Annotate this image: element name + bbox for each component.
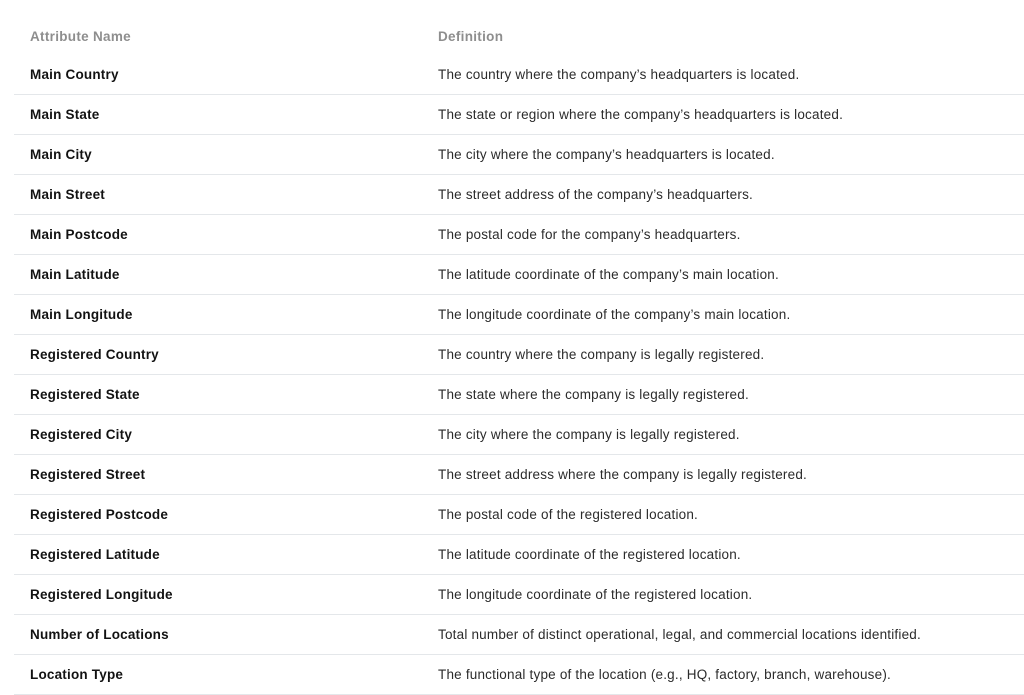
table-row xyxy=(14,215,1024,255)
table-row xyxy=(14,295,1024,335)
table-header-row xyxy=(14,17,1024,55)
attribute-name-cell: Registered Street xyxy=(14,455,438,495)
attribute-name-cell: Main Postcode xyxy=(14,215,438,255)
attribute-definition-table-container xyxy=(14,0,1024,695)
attribute-name-cell: Main Latitude xyxy=(14,255,438,295)
definition-cell: The country where the company is legally registered. xyxy=(438,335,1024,375)
table-row xyxy=(14,535,1024,575)
definition-cell: The postal code for the company’s headquarters. xyxy=(438,215,1024,255)
table-row xyxy=(14,175,1024,215)
table-row xyxy=(14,455,1024,495)
attribute-name-cell: Registered Postcode xyxy=(14,495,438,535)
attribute-name-cell: Main State xyxy=(14,95,438,135)
definition-cell: The street address where the company is legally registered. xyxy=(438,455,1024,495)
attribute-name-cell: Main City xyxy=(14,135,438,175)
table-row xyxy=(14,615,1024,655)
attribute-name-cell: Registered Country xyxy=(14,335,438,375)
definition-cell: The city where the company is legally registered. xyxy=(438,415,1024,455)
attribute-name-cell: Registered Longitude xyxy=(14,575,438,615)
definition-cell: The longitude coordinate of the company’s main location. xyxy=(438,295,1024,335)
attribute-name-cell: Registered State xyxy=(14,375,438,415)
attribute-name-cell: Main Longitude xyxy=(14,295,438,335)
definition-cell: The latitude coordinate of the registered location. xyxy=(438,535,1024,575)
definition-cell: The state or region where the company’s headquarters is located. xyxy=(438,95,1024,135)
attribute-name-cell: Registered City xyxy=(14,415,438,455)
definition-cell: The longitude coordinate of the registered location. xyxy=(438,575,1024,615)
table-row xyxy=(14,255,1024,295)
definition-cell: The city where the company’s headquarters is located. xyxy=(438,135,1024,175)
table-body xyxy=(14,55,1024,695)
attribute-name-cell: Registered Latitude xyxy=(14,535,438,575)
definition-cell: The country where the company’s headquarters is located. xyxy=(438,55,1024,95)
table-row xyxy=(14,335,1024,375)
attribute-name-cell: Main Street xyxy=(14,175,438,215)
attribute-definition-table xyxy=(14,17,1024,695)
table-row xyxy=(14,575,1024,615)
attribute-name-cell: Main Country xyxy=(14,55,438,95)
column-header-attribute-name: Attribute Name xyxy=(30,28,131,44)
attribute-name-cell: Location Type xyxy=(14,655,438,695)
definition-cell: The postal code of the registered location. xyxy=(438,495,1024,535)
definition-cell: The latitude coordinate of the company’s main location. xyxy=(438,255,1024,295)
definition-cell: Total number of distinct operational, legal, and commercial locations identified. xyxy=(438,615,1024,655)
definition-cell: The state where the company is legally registered. xyxy=(438,375,1024,415)
column-header-definition: Definition xyxy=(438,28,504,44)
table-row xyxy=(14,375,1024,415)
table-header xyxy=(14,17,1024,55)
definition-cell: The functional type of the location (e.g., HQ, factory, branch, warehouse). xyxy=(438,655,1024,695)
definition-cell: The street address of the company’s headquarters. xyxy=(438,175,1024,215)
table-row xyxy=(14,415,1024,455)
attribute-name-cell: Number of Locations xyxy=(14,615,438,655)
table-row xyxy=(14,95,1024,135)
table-row xyxy=(14,135,1024,175)
table-row xyxy=(14,55,1024,95)
table-row xyxy=(14,495,1024,535)
